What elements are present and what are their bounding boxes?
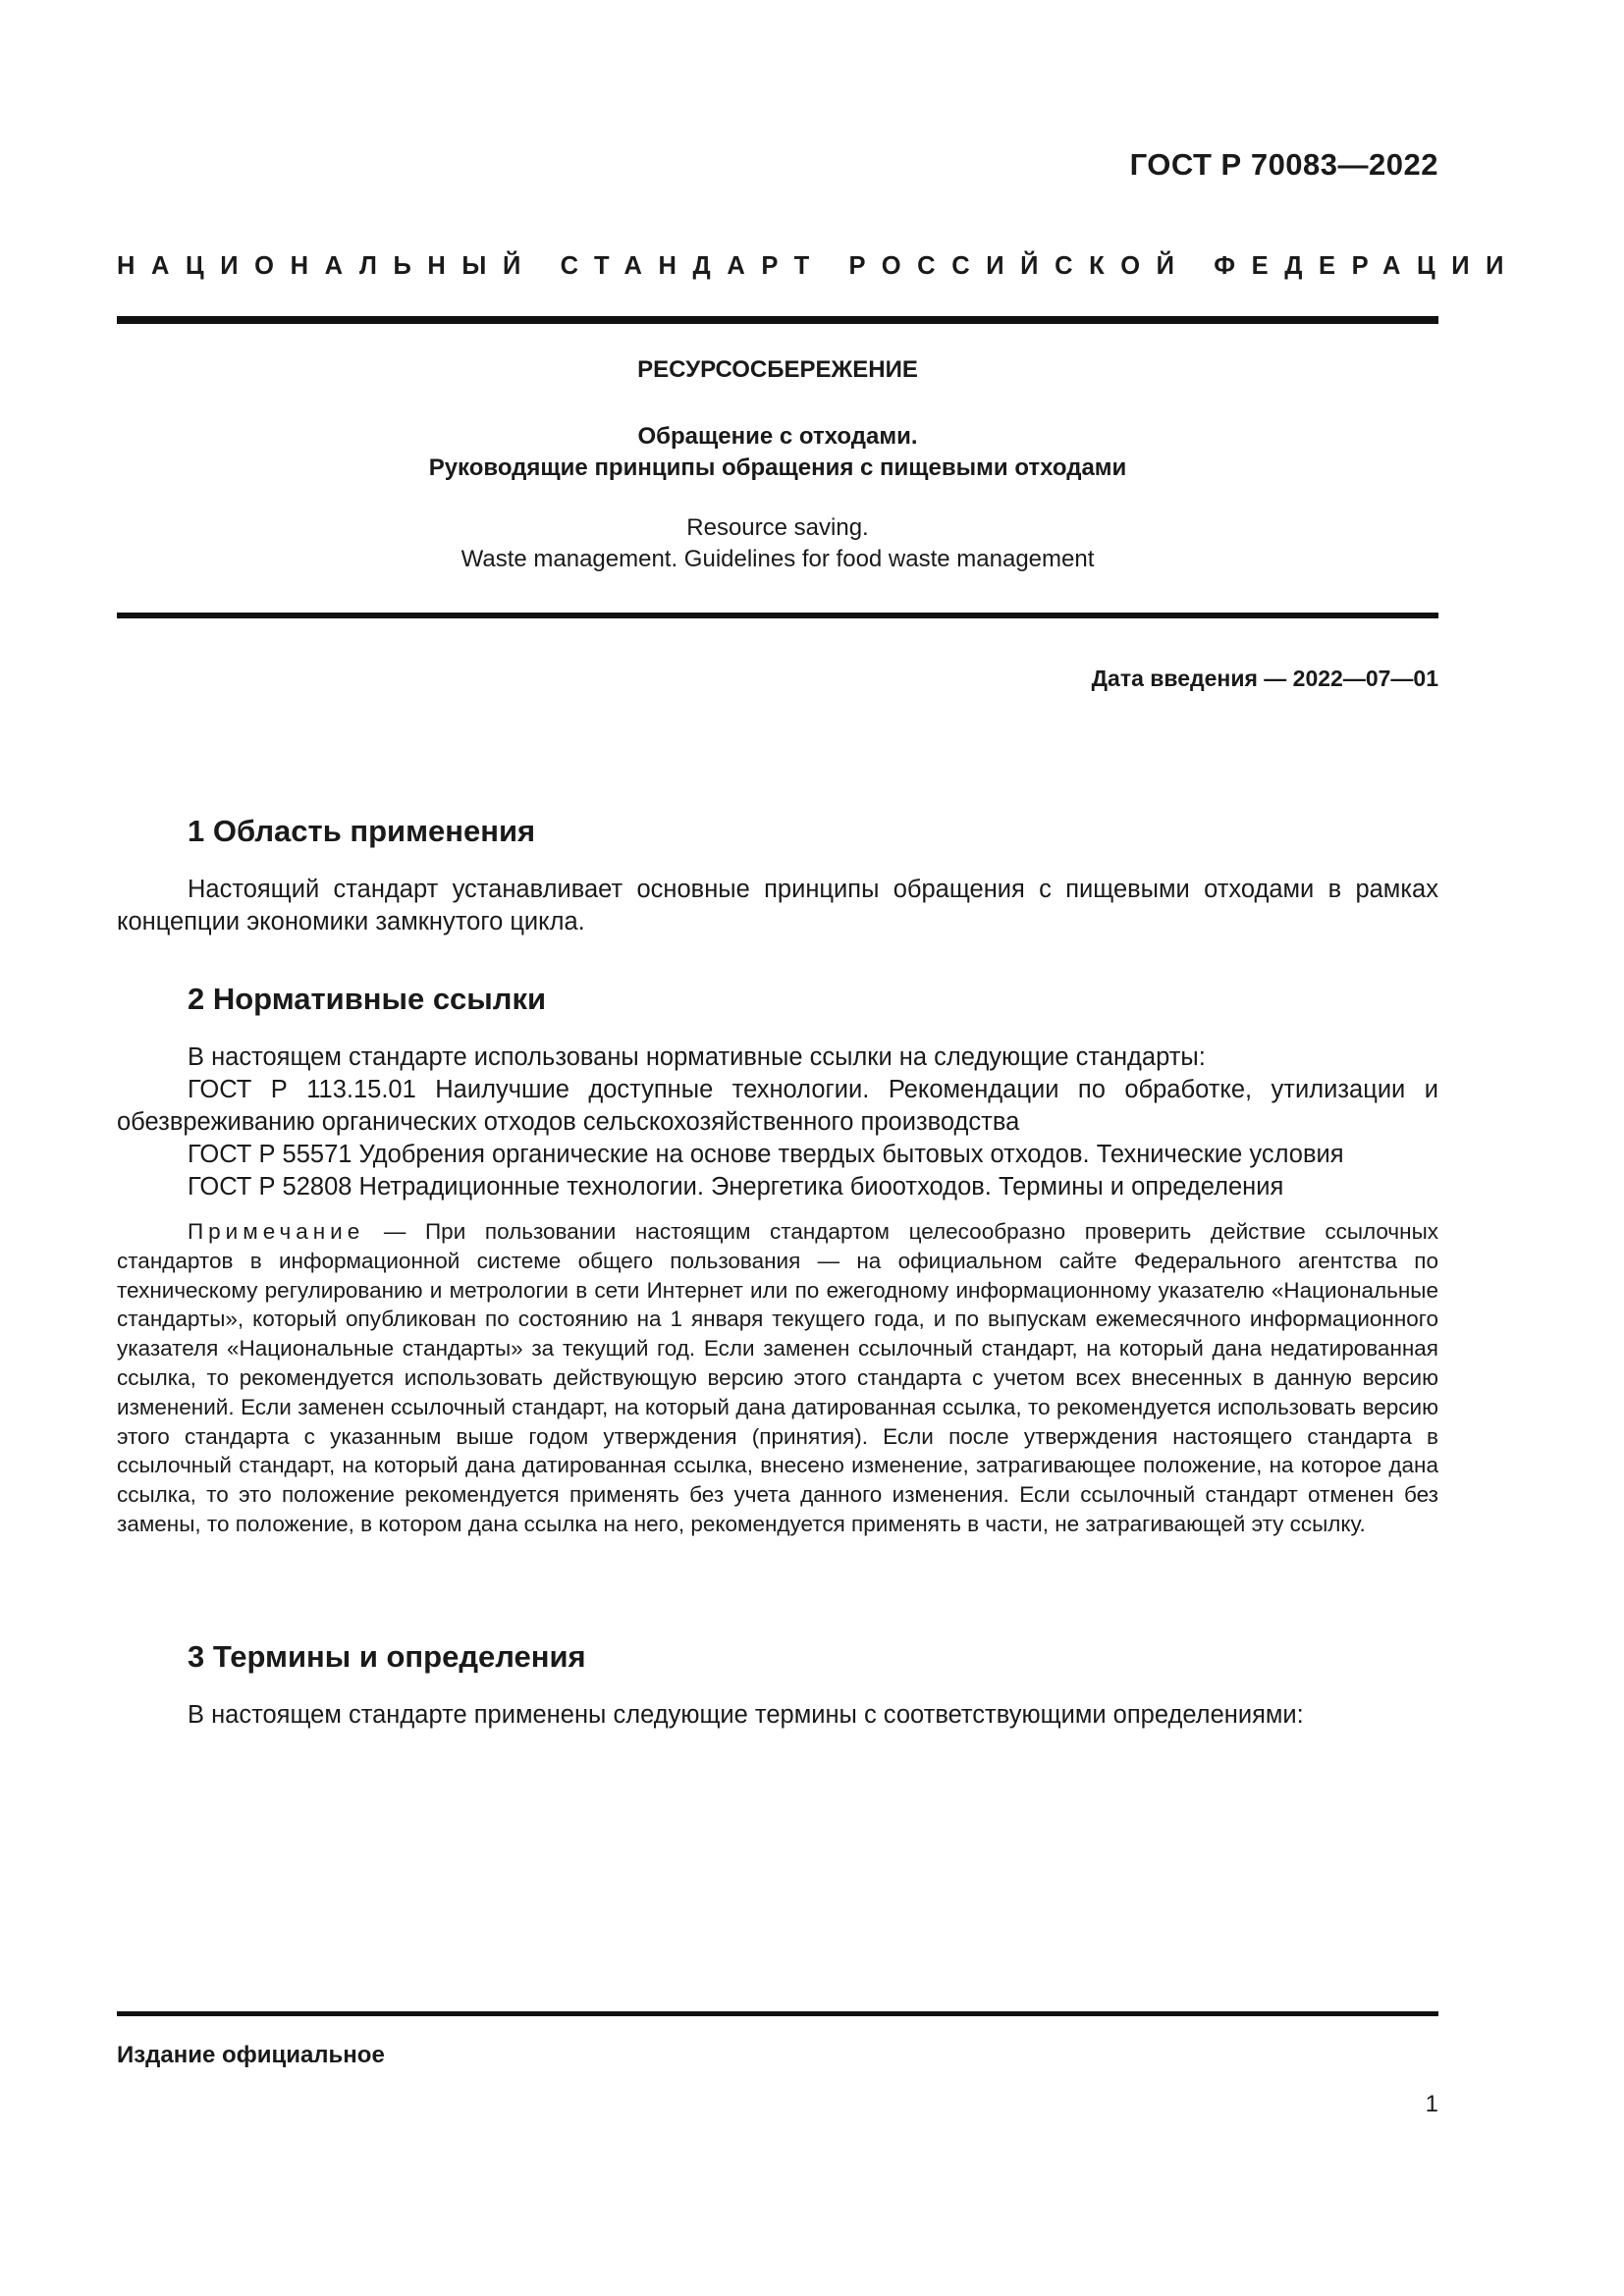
official-edition-label: Издание официальное	[117, 2042, 385, 2068]
top-rule	[117, 316, 1438, 324]
title-russian	[117, 421, 1438, 484]
title-russian-line-2: Руководящие принципы обращения с пищевыми отходами	[428, 454, 1127, 481]
note-label: Примечание	[188, 1219, 365, 1244]
footer-rule	[117, 2011, 1438, 2016]
page-number: 1	[1425, 2091, 1438, 2117]
reference-item	[117, 1171, 1438, 1203]
terms-paragraph	[117, 1699, 1438, 1732]
national-standard-banner: НАЦИОНАЛЬНЫЙ СТАНДАРТ РОССИЙСКОЙ ФЕДЕРАЦИИ	[117, 252, 1521, 280]
scope-text: Настоящий стандарт устанавливает основные принципы обращения с пищевыми отходами в рамках концепции экономики замкнутого цикла.	[117, 876, 1438, 935]
title-english-line-2: Waste management. Guidelines for food waste management	[460, 546, 1095, 572]
section-heading-scope: 1 Область применения	[188, 814, 536, 848]
reference-text: ГОСТ Р 55571 Удобрения органические на основе твердых бытовых отходов. Технические условия	[188, 1141, 1344, 1168]
section-heading-terms: 3 Термины и определения	[188, 1639, 586, 1674]
title-english-line-1: Resource saving.	[686, 514, 869, 541]
note-text: — При пользовании настоящим стандартом целесообразно проверить действие ссылочных стандартов в информационной системе общего пользования — на официальном сайте Федерального агентства по техническому регулированию и метрологии в сети Интернет или по ежегодному информационному указателю «Национальные стандарты», который опубликован по состоянию на 1 января текущего года, и по выпускам ежемесячного информационного указателя «Национальные стандарты» за текущий год. Если заменен ссылочный стандарт, на который дана недатированная ссылка, то рекомендуется использовать действующую версию этого стандарта с учетом всех внесенных в данную версию изменений. Если заменен ссылочный стандарт, на который дана датированная ссылка, то рекомендуется использовать версию этого стандарта с указанным выше годом утверждения (принятия). Если после утверждения настоящего стандарта в ссылочный стандарт, на который дана датированная ссылка, внесено изменение, затрагивающее положение, на которое дана ссылка, то это положение рекомендуется применять без учета данного изменения. Если ссылочный стандарт отменен без замены, то положение, в котором дана ссылка на него, рекомендуется применять в части, не затрагивающей эту ссылку.	[117, 1219, 1438, 1536]
title-english	[117, 512, 1438, 575]
reference-item	[117, 1074, 1438, 1139]
introduction-date: Дата введения — 2022—07—01	[1091, 666, 1438, 691]
references-intro-text: В настоящем стандарте использованы нормативные ссылки на следующие стандарты:	[188, 1043, 1206, 1071]
scope-paragraph	[117, 874, 1438, 938]
reference-text: ГОСТ Р 113.15.01 Наилучшие доступные технологии. Рекомендации по обработке, утилизации и обезвреживанию органических отходов сельскохозяйственного производства	[117, 1076, 1438, 1136]
references-intro	[117, 1041, 1438, 1074]
references-note	[117, 1217, 1438, 1539]
section-heading-references: 2 Нормативные ссылки	[188, 982, 547, 1016]
reference-item	[117, 1139, 1438, 1171]
reference-text: ГОСТ Р 52808 Нетрадиционные технологии. Энергетика биоотходов. Термины и определения	[188, 1173, 1284, 1201]
title-main: РЕСУРСОСБЕРЕЖЕНИЕ	[637, 356, 918, 383]
document-number: ГОСТ Р 70083—2022	[1129, 147, 1438, 182]
title-rule	[117, 613, 1438, 618]
terms-text: В настоящем стандарте применены следующие термины с соответствующими определениями:	[188, 1701, 1304, 1729]
title-russian-line-1: Обращение с отходами.	[637, 423, 918, 450]
